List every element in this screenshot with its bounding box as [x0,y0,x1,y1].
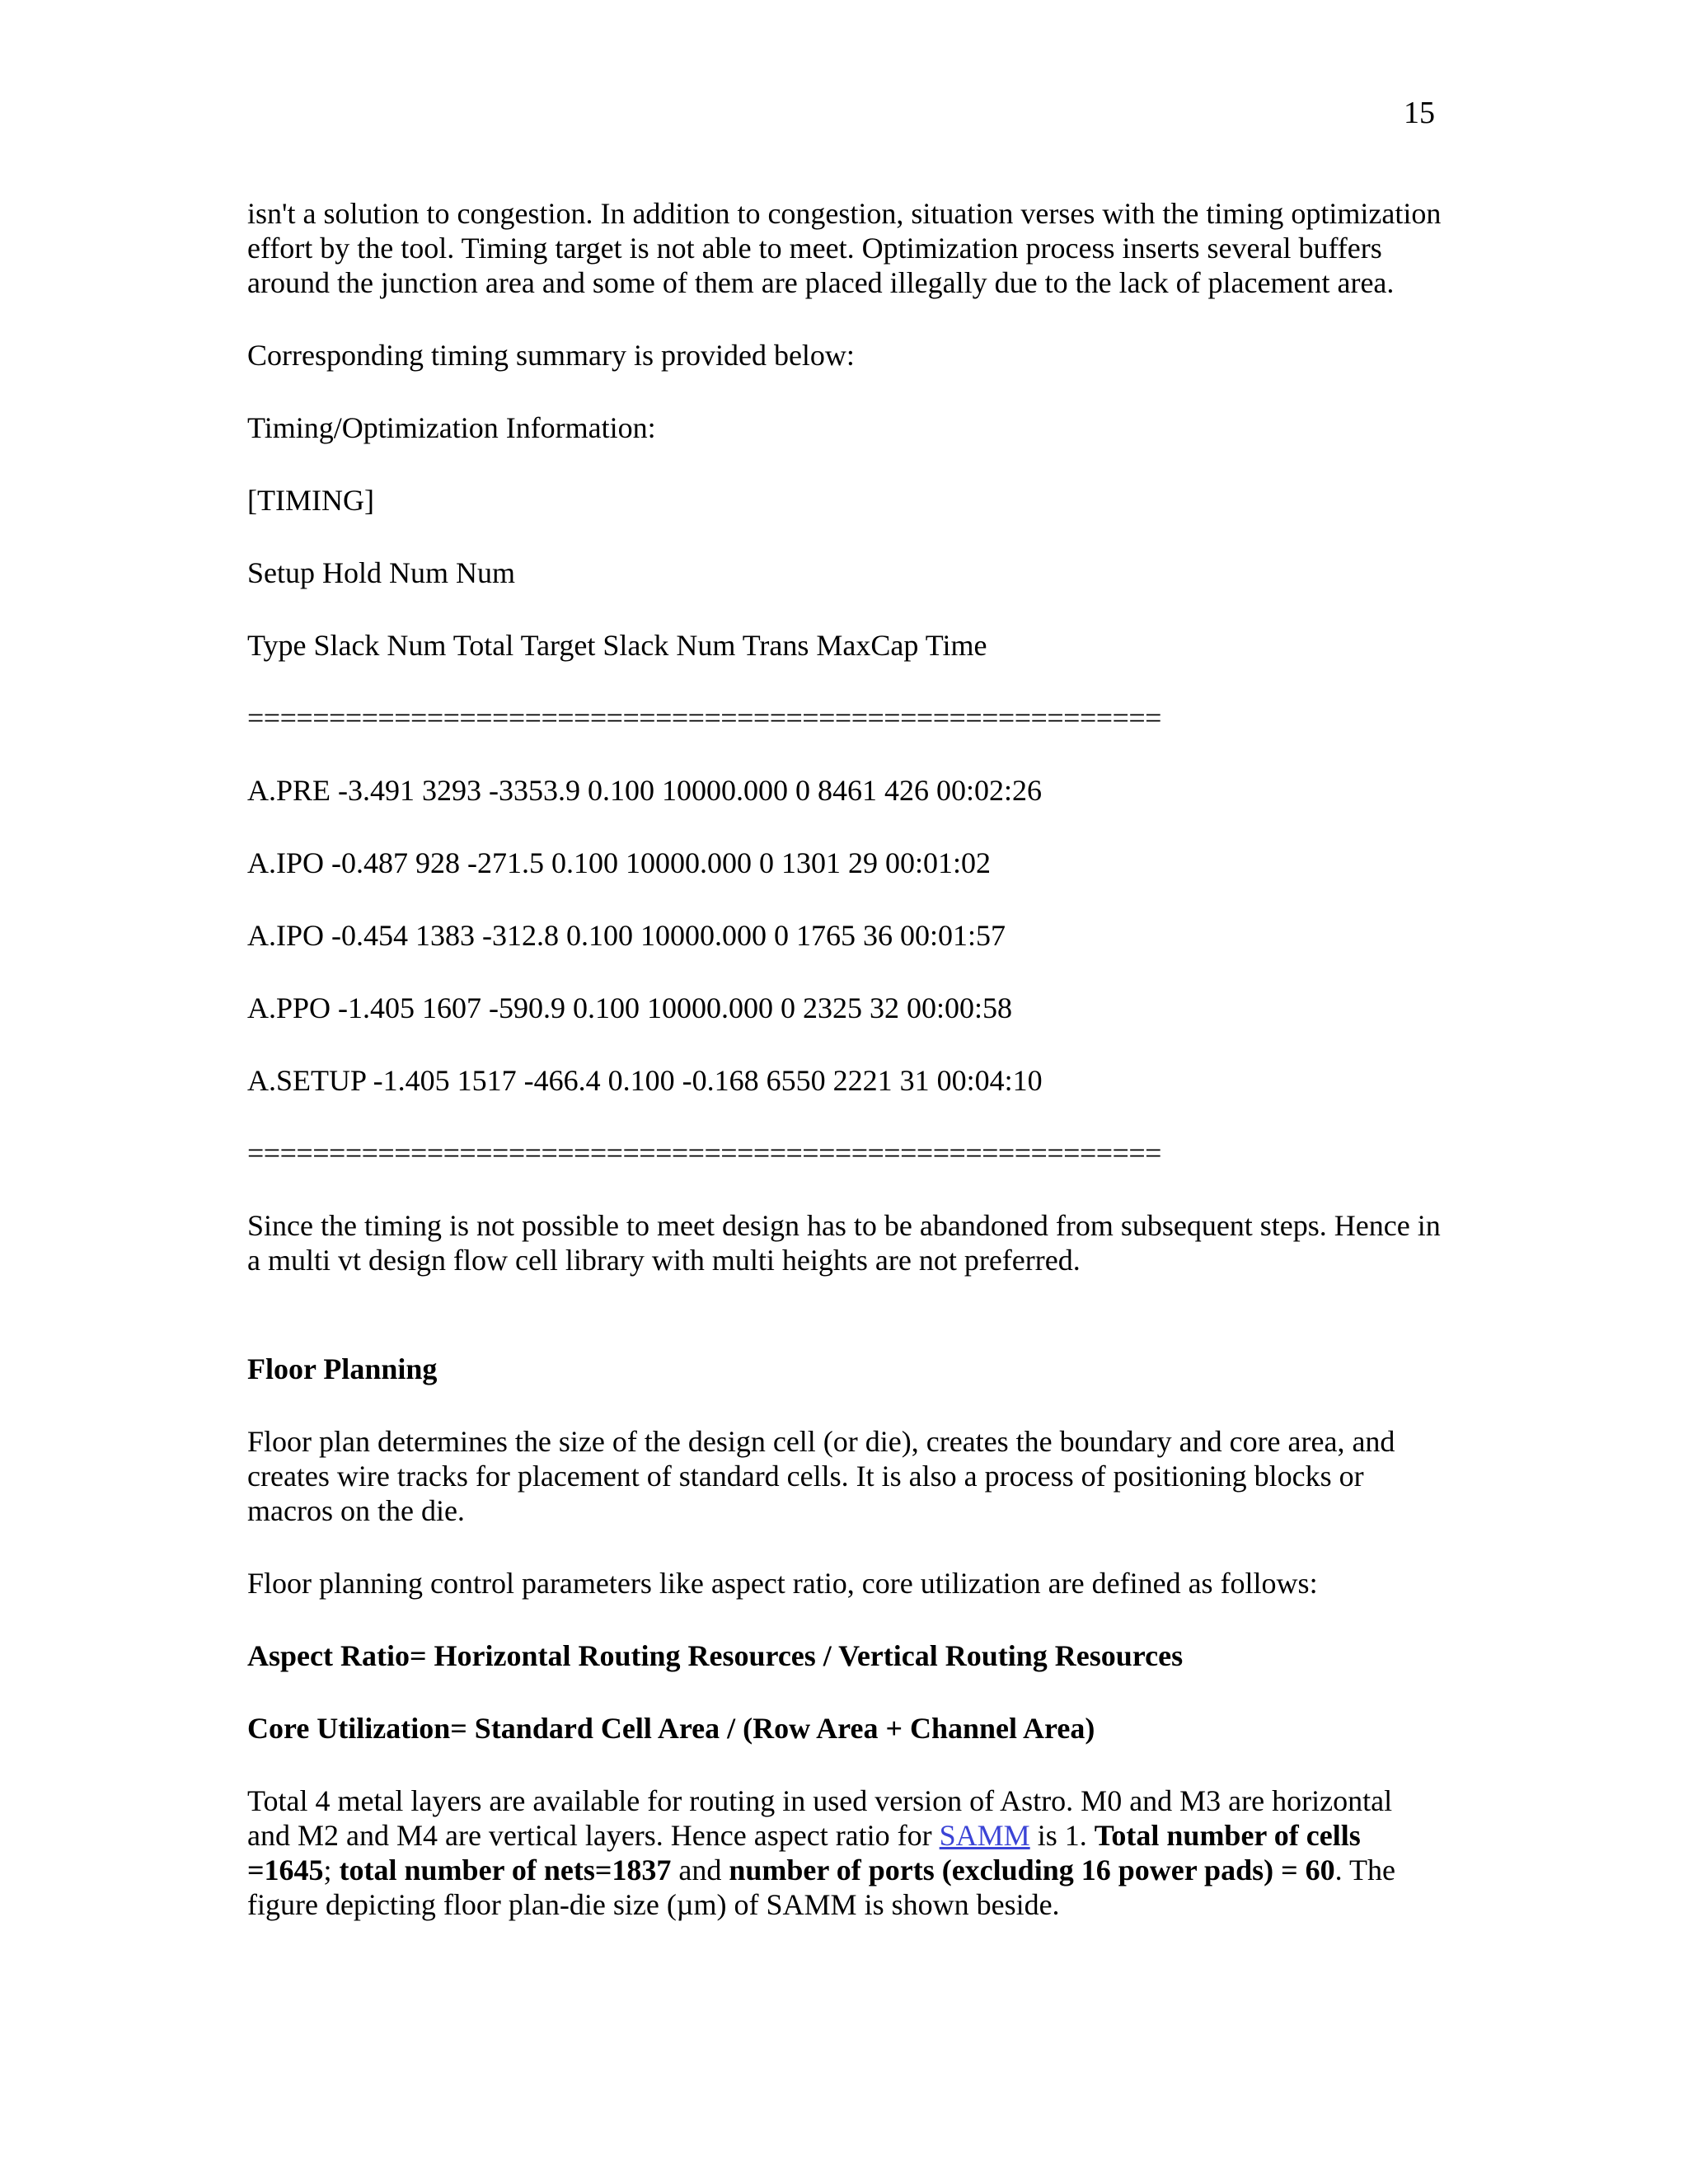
samm-link[interactable]: SAMM [939,1819,1030,1852]
text-segment: and [671,1854,729,1886]
floor-planning-paragraph-2: Floor planning control parameters like aspect ratio, core utilization are defined as follows: [247,1567,1318,1600]
total-cells-text: Total number of cells =1645 [247,1819,1361,1886]
timing-section-tag: [TIMING] [247,484,374,517]
timing-row: A.IPO -0.487 928 -271.5 0.100 10000.000 0 1301 29 00:01:02 [247,846,991,879]
timing-conclusion-paragraph: Since the timing is not possible to meet design has to be abandoned from subsequent steps. Hence in a multi vt design flow cell library with multi heights are not preferred. [247,1209,1441,1277]
timing-header-line-1: Setup Hold Num Num [247,556,516,589]
timing-header-line-2: Type Slack Num Total Target Slack Num Trans MaxCap Time [247,629,987,662]
ports-count-text: number of ports (excluding 16 power pads) = 60 [729,1854,1335,1886]
floor-planning-paragraph-3 [247,1783,1442,1922]
text-segment: is 1. [1029,1819,1095,1852]
timing-rule-bottom: ======================================================== [247,1137,1161,1169]
text-segment: Total 4 metal layers are available for routing in used version of Astro. M0 and M3 are horizontal and M2 and M4 are vertical layers. Hence aspect ratio for [247,1784,1393,1852]
timing-info-title: Timing/Optimization Information: [247,411,656,444]
timing-row: A.PRE -3.491 3293 -3353.9 0.100 10000.000 0 8461 426 00:02:26 [247,774,1043,807]
text-segment: . The figure depicting floor plan-die size (µm) of SAMM is shown beside. [247,1854,1395,1921]
timing-row: A.PPO -1.405 1607 -590.9 0.100 10000.000 0 2325 32 00:00:58 [247,991,1013,1024]
page-body [247,196,1442,1960]
core-utilization-formula: Core Utilization= Standard Cell Area / (Row Area + Channel Area) [247,1712,1095,1745]
page-number: 15 [1404,96,1435,130]
intro-paragraph: isn't a solution to congestion. In addition to congestion, situation verses with the timing optimization effort by the tool. Timing target is not able to meet. Optimization process inserts several buffers around the junction area and some of them are placed illegally due to the lack of placement area. [247,197,1442,299]
timing-rule-top: ======================================================== [247,701,1161,734]
aspect-ratio-formula: Aspect Ratio= Horizontal Routing Resources / Vertical Routing Resources [247,1639,1184,1672]
timing-lead-paragraph: Corresponding timing summary is provided below: [247,339,855,372]
timing-row: A.IPO -0.454 1383 -312.8 0.100 10000.000 0 1765 36 00:01:57 [247,919,1006,952]
floor-planning-paragraph-1: Floor plan determines the size of the design cell (or die), creates the boundary and core area, and creates wire tracks for placement of standard cells. It is also a process of positioning blocks or macros on the die. [247,1425,1395,1527]
floor-planning-heading: Floor Planning [247,1352,438,1385]
text-segment: ; [323,1854,340,1886]
timing-row: A.SETUP -1.405 1517 -466.4 0.100 -0.168 6550 2221 31 00:04:10 [247,1064,1043,1097]
total-nets-text: total number of nets=1837 [339,1854,672,1886]
